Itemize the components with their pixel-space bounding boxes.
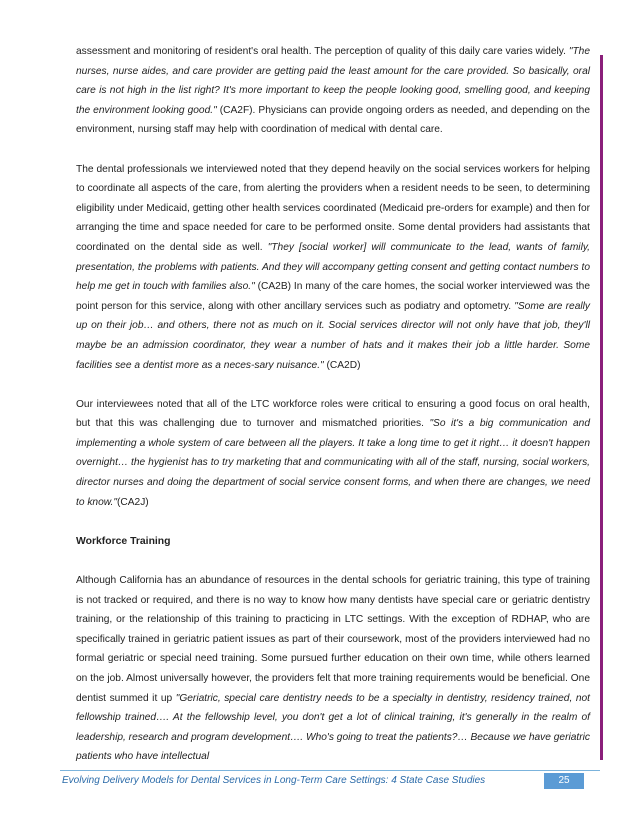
- body-text-segment: (CA2F). Physicians can provide ongoing orders as needed, and depending on the environment, nursing staff may help with coordination of medical with dental care.: [76, 104, 590, 136]
- paragraph: [76, 42, 590, 140]
- quote-text: "Geriatric, special care dentistry needs to be a specialty in dentistry, residency trained, not fellowship trained…. At the fellowship level, you don't get a lot of clinical training, it's generally in the realm of leadership, research and program development…. Who's going to treat the patients?… Because we have geriatric patients who have intellectual: [76, 692, 590, 763]
- paragraph: [76, 160, 590, 376]
- accent-sidebar-bar: [600, 55, 603, 760]
- quote-text: "They [social worker] will communicate to the lead, wants of family, presentation, the problems with patients. And they will accompany getting consent and getting contact numbers to help me get in touch with families also.": [76, 241, 591, 293]
- quote-text: "So it's a big communication and implementing a whole system of care between all the players. It take a long time to get it right… it doesn't happen overnight… the hygienist has to try marketing that and communicating with all of the staff, nursing, social workers, director nurses and doing the department of social service consent forms, and when there are changes, we need to know.": [76, 418, 590, 508]
- body-text-segment: (CA2J): [117, 496, 149, 508]
- paragraph: [76, 395, 590, 513]
- paragraph: [76, 571, 590, 767]
- footer-title: Evolving Delivery Models for Dental Services in Long-Term Care Settings: 4 State Case Studies: [62, 775, 486, 786]
- body-text: [76, 42, 590, 787]
- body-text-segment: assessment and monitoring of resident's oral health. The perception of quality of this daily care varies widely.: [76, 46, 569, 57]
- body-text-segment: (CA2B) In many of the care homes, the social worker interviewed was the point person for this service, along with other ancillary services such as podiatry and optometry.: [76, 281, 590, 312]
- quote-text: "The nurses, nurse aides, and care provider are getting paid the least amount for the care provided. So basically, oral care is not high in the list right? It's more important to keep the people looking good, smelling good, and keeping the environment looking good.": [76, 46, 590, 116]
- body-text-segment: Although California has an abundance of resources in the dental schools for geriatric training, this type of training is not tracked or required, and there is no way to know how many dentists have special care or geriatric dentistry training, or the relationship of this training to practicing in LTC settings. With the exception of RDHAP, who are specifically trained in geriatric patient issues as part of their coursework, most of the providers interviewed had no formal geriatric or special need training. Some pursued further education on their own time, while others learned on the job. Almost universally however, the providers felt that more training requirements would be beneficial. One dentist summed it up: [76, 575, 590, 704]
- body-text-segment: The dental professionals we interviewed noted that they depend heavily on the social services workers for helping to coordinate all aspects of the care, from alerting the providers when a resident needs to be seen, to determining eligibility under Medicaid, getting other health services coordinated (Medicaid pre-orders for example) and then for arranging the time and space needed for care to be performed onsite. Some dental providers had assistants that coordinated on the dental side as well.: [76, 163, 590, 253]
- page-number-badge: 25: [544, 773, 584, 789]
- footer-rule: [60, 770, 600, 771]
- body-text-segment: (CA2D): [323, 359, 361, 371]
- section-heading: Workforce Training: [76, 535, 171, 547]
- quote-text: "Some are really up on their job… and others, there not as much on it. Social services director will not only have that job, they'll maybe be an admission coordinator, they wear a number of hats and it makes their job a little harder. Some facilities see a dentist more as a neces-sary nuisance.": [76, 300, 591, 371]
- body-text-segment: Our interviewees noted that all of the LTC workforce roles were critical to ensuring a good focus on oral health, but that this was challenging due to turnover and mismatched priorities.: [76, 398, 590, 430]
